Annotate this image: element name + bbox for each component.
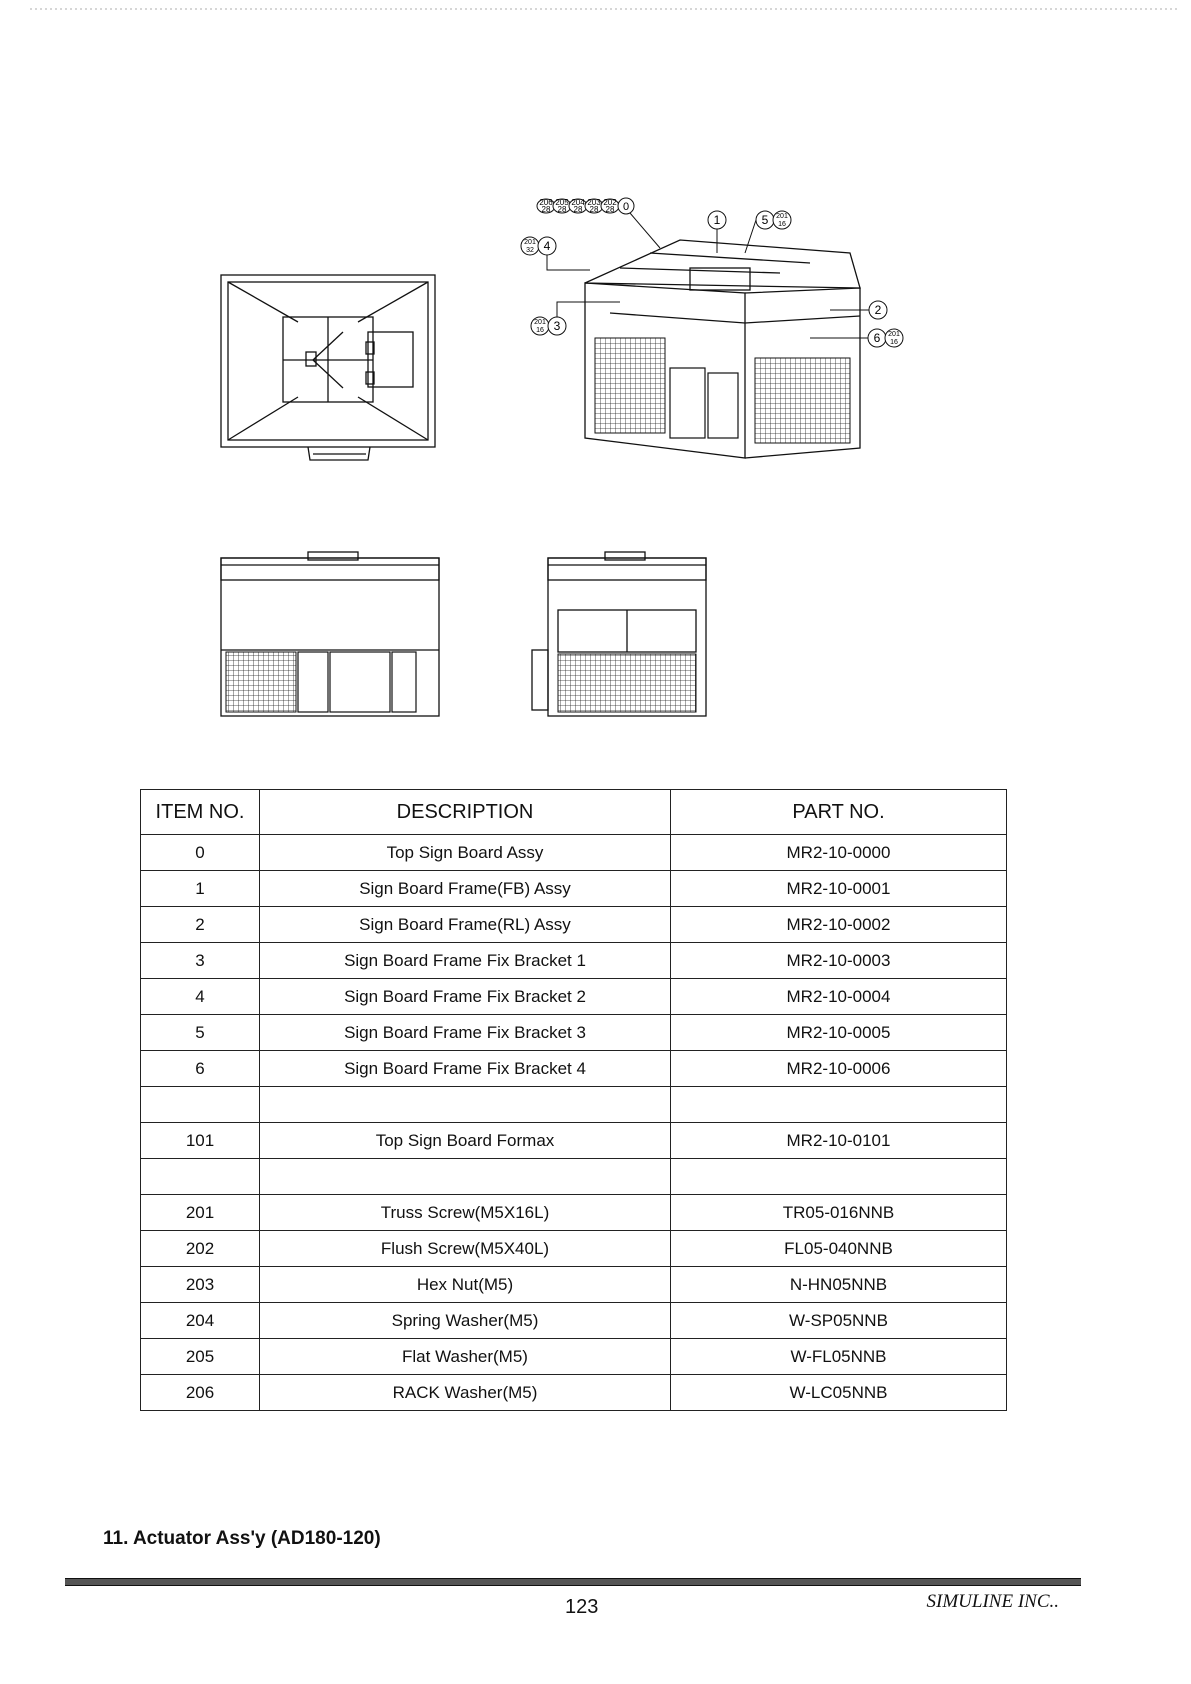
svg-text:1: 1	[713, 213, 721, 227]
svg-text:28: 28	[589, 205, 599, 214]
table-header-row	[141, 790, 1007, 835]
cell-item-no: 0	[141, 835, 260, 871]
cell-description: Top Sign Board Assy	[260, 835, 671, 871]
cell-description	[260, 1159, 671, 1195]
cell-part-no: MR2-10-0003	[671, 943, 1007, 979]
svg-text:28: 28	[573, 205, 583, 214]
table-row	[141, 1087, 1007, 1123]
svg-text:201: 201	[888, 331, 900, 338]
cell-item-no: 203	[141, 1267, 260, 1303]
svg-text:4: 4	[543, 239, 551, 253]
cell-part-no: TR05-016NNB	[671, 1195, 1007, 1231]
table-row	[141, 871, 1007, 907]
header-item-no: ITEM NO.	[141, 790, 260, 835]
cell-part-no: MR2-10-0001	[671, 871, 1007, 907]
svg-text:206: 206	[539, 198, 553, 207]
cell-item-no: 204	[141, 1303, 260, 1339]
cell-item-no: 206	[141, 1375, 260, 1411]
cell-description: Sign Board Frame Fix Bracket 1	[260, 943, 671, 979]
callout-top-group	[537, 198, 660, 248]
table-row	[141, 1159, 1007, 1195]
svg-text:201: 201	[776, 213, 788, 220]
svg-text:28: 28	[605, 205, 615, 214]
side-view-drawing	[530, 550, 710, 720]
cell-item-no: 1	[141, 871, 260, 907]
svg-text:16: 16	[778, 221, 786, 228]
callout-item-3	[531, 302, 620, 335]
cell-item-no: 202	[141, 1231, 260, 1267]
company-name: SIMULINE INC..	[926, 1591, 1059, 1612]
cell-item-no: 101	[141, 1123, 260, 1159]
callout-item-4	[521, 237, 590, 270]
svg-text:16: 16	[890, 339, 898, 346]
cell-item-no: 5	[141, 1015, 260, 1051]
svg-text:28: 28	[541, 205, 551, 214]
svg-text:203: 203	[587, 198, 601, 207]
cell-part-no: FL05-040NNB	[671, 1231, 1007, 1267]
table-row	[141, 835, 1007, 871]
cell-description: Hex Nut(M5)	[260, 1267, 671, 1303]
cell-description: RACK Washer(M5)	[260, 1375, 671, 1411]
cell-item-no: 205	[141, 1339, 260, 1375]
header-part-no: PART NO.	[671, 790, 1007, 835]
svg-text:0: 0	[622, 201, 630, 213]
header-description: DESCRIPTION	[260, 790, 671, 835]
footer-rule	[65, 1578, 1081, 1586]
cell-item-no: 201	[141, 1195, 260, 1231]
cell-item-no	[141, 1159, 260, 1195]
cell-description: Sign Board Frame(FB) Assy	[260, 871, 671, 907]
cell-part-no: MR2-10-0006	[671, 1051, 1007, 1087]
page-number: 123	[565, 1596, 599, 1618]
front-view-drawing	[218, 550, 442, 720]
svg-text:202: 202	[603, 198, 617, 207]
cell-item-no: 3	[141, 943, 260, 979]
cell-part-no: W-SP05NNB	[671, 1303, 1007, 1339]
cell-description: Spring Washer(M5)	[260, 1303, 671, 1339]
cell-part-no: N-HN05NNB	[671, 1267, 1007, 1303]
table-row	[141, 1375, 1007, 1411]
cell-description: Sign Board Frame Fix Bracket 3	[260, 1015, 671, 1051]
table-row	[141, 907, 1007, 943]
table-row	[141, 943, 1007, 979]
cell-description: Flush Screw(M5X40L)	[260, 1231, 671, 1267]
cell-description: Sign Board Frame Fix Bracket 4	[260, 1051, 671, 1087]
table-row	[141, 1303, 1007, 1339]
table-row	[141, 1231, 1007, 1267]
cell-item-no: 6	[141, 1051, 260, 1087]
svg-text:205: 205	[555, 198, 569, 207]
cell-description	[260, 1087, 671, 1123]
table-row	[141, 1267, 1007, 1303]
svg-text:32: 32	[526, 247, 534, 254]
cell-part-no: MR2-10-0004	[671, 979, 1007, 1015]
cell-item-no	[141, 1087, 260, 1123]
svg-text:204: 204	[571, 198, 585, 207]
cell-description: Truss Screw(M5X16L)	[260, 1195, 671, 1231]
isometric-drawing	[524, 198, 930, 488]
svg-text:201: 201	[524, 239, 536, 246]
table-row	[141, 979, 1007, 1015]
svg-text:28: 28	[557, 205, 567, 214]
cell-part-no: MR2-10-0101	[671, 1123, 1007, 1159]
cell-part-no: MR2-10-0000	[671, 835, 1007, 871]
cell-item-no: 2	[141, 907, 260, 943]
section-title: 11. Actuator Ass'y (AD180-120)	[103, 1528, 381, 1549]
cell-part-no	[671, 1087, 1007, 1123]
cell-description: Top Sign Board Formax	[260, 1123, 671, 1159]
svg-text:6: 6	[873, 331, 881, 345]
svg-text:16: 16	[536, 327, 544, 334]
callout-item-6	[810, 329, 903, 347]
cell-description: Sign Board Frame Fix Bracket 2	[260, 979, 671, 1015]
cell-description: Flat Washer(M5)	[260, 1339, 671, 1375]
cell-part-no: MR2-10-0002	[671, 907, 1007, 943]
svg-text:3: 3	[553, 319, 561, 333]
table-row	[141, 1015, 1007, 1051]
table-row	[141, 1195, 1007, 1231]
top-view-drawing	[218, 272, 440, 462]
table-row	[141, 1051, 1007, 1087]
cell-part-no: W-FL05NNB	[671, 1339, 1007, 1375]
cell-part-no: W-LC05NNB	[671, 1375, 1007, 1411]
cell-description: Sign Board Frame(RL) Assy	[260, 907, 671, 943]
cell-item-no: 4	[141, 979, 260, 1015]
table-row	[141, 1123, 1007, 1159]
svg-text:201: 201	[534, 319, 546, 326]
callout-item-1	[708, 211, 726, 253]
cell-part-no	[671, 1159, 1007, 1195]
table-row	[141, 1339, 1007, 1375]
svg-text:2: 2	[874, 303, 882, 317]
scan-artifact-line	[30, 8, 1180, 10]
parts-table	[140, 789, 1007, 1411]
svg-text:5: 5	[761, 213, 769, 227]
cell-part-no: MR2-10-0005	[671, 1015, 1007, 1051]
